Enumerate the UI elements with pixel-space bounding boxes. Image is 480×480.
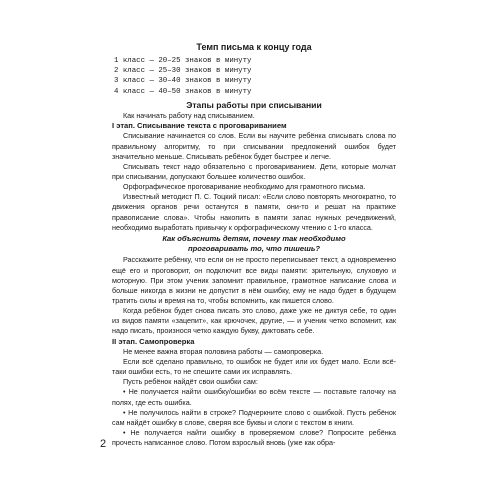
- paragraph: Не менее важна вторая половина работы — самопроверка.: [123, 346, 324, 356]
- section-heading: Этапы работы при списывании: [186, 99, 322, 110]
- paragraph: Пусть ребёнок найдёт свои ошибки сам:: [123, 377, 258, 387]
- paragraph: Списывать текст надо обязательно с проговариванием. Дети, которые молчат при списывании, допускают большее количество ошибок.: [112, 161, 396, 181]
- paragraph: Когда ребёнок будет снова писать это слово, даже уже не диктуя себе, то один из видов памяти «зацепит», как крючочек, другие, — и ученик четко вспомнит, как надо писать, произнося четко каждую букву, диктовать себе.: [112, 306, 396, 336]
- question-line: проговаривать то, что пишешь?: [188, 244, 320, 254]
- bullet-item: • Не получилось найти в строке? Подчеркните слово с ошибкой. Пусть ребёнок сам найдёт ошибку в слове, сверяя все буквы и слоги с текстом в книги.: [112, 407, 396, 427]
- rate-row: 1 класс — 20–25 знаков в минуту: [114, 57, 252, 65]
- paragraph: Расскажите ребёнку, что если он не просто переписывает текст, а одновременно ещё его и проговорит, он подключит все виды памяти: зрительную, слуховую и моторную. При этом ученик запомнит правильное, грамотное написание слова и больше никогда в жизни не допустит в нём ошибку, ему не надо будет в будущем тратить силы и время на то, чтобы вспомнить, как пишется слово.: [112, 255, 396, 305]
- paragraph: Известный методист П. С. Тоцкий писал: «Если слово повторять многократно, то движения органов речи останутся в памяти, они-то и решат на практике правописание слова». Чтобы накопить в памяти запас нужных речедвижений, необходимо выработать привычку к орфографическому чтению с 1-го класса.: [112, 192, 396, 232]
- paragraph: Списывание начинается со слов. Если вы научите ребёнка списывать слова по правильному алгоритму, то при списывании предложений ошибок будет значительно меньше. Списывать ребёнок будет быстрее и легче.: [112, 131, 396, 161]
- intro-paragraph: Как начинать работу над списыванием.: [123, 111, 255, 121]
- rate-row: 3 класс — 30–40 знаков в минуту: [114, 77, 252, 86]
- rate-row: 4 класс — 40–50 знаков в минуту: [114, 87, 252, 96]
- question-heading: [112, 234, 396, 254]
- page-content: [112, 41, 396, 448]
- page-title: Темп письма к концу года: [196, 42, 312, 52]
- bullet-item: • Не получается найти ошибку в проверяемом слове? Попросите ребёнка прочесть написанное слово. Потом взрослый вновь (уже как обра-: [112, 428, 396, 448]
- paragraph: Орфографическое проговаривание необходимо для грамотного письма.: [123, 182, 366, 192]
- bullet-item: • Не получается найти ошибку/ошибки во всём тексте — поставьте галочку на полях, где есть ошибка.: [112, 387, 396, 407]
- rate-list: [112, 56, 396, 97]
- paragraph: Если всё сделано правильно, то ошибок не будет или их будет мало. Если всё-таки ошибки есть, то не спешите сами их исправлять.: [112, 356, 396, 377]
- rate-row: 2 класс — 25–30 знаков в минуту: [114, 67, 252, 76]
- question-line: Как объяснить детям, почему так необходимо: [162, 233, 346, 243]
- page-number: 2: [100, 438, 107, 450]
- stage-2-heading: II этап. Самопроверка: [112, 336, 195, 346]
- stage-1-heading: I этап. Списывание текста с проговариванием: [112, 121, 287, 131]
